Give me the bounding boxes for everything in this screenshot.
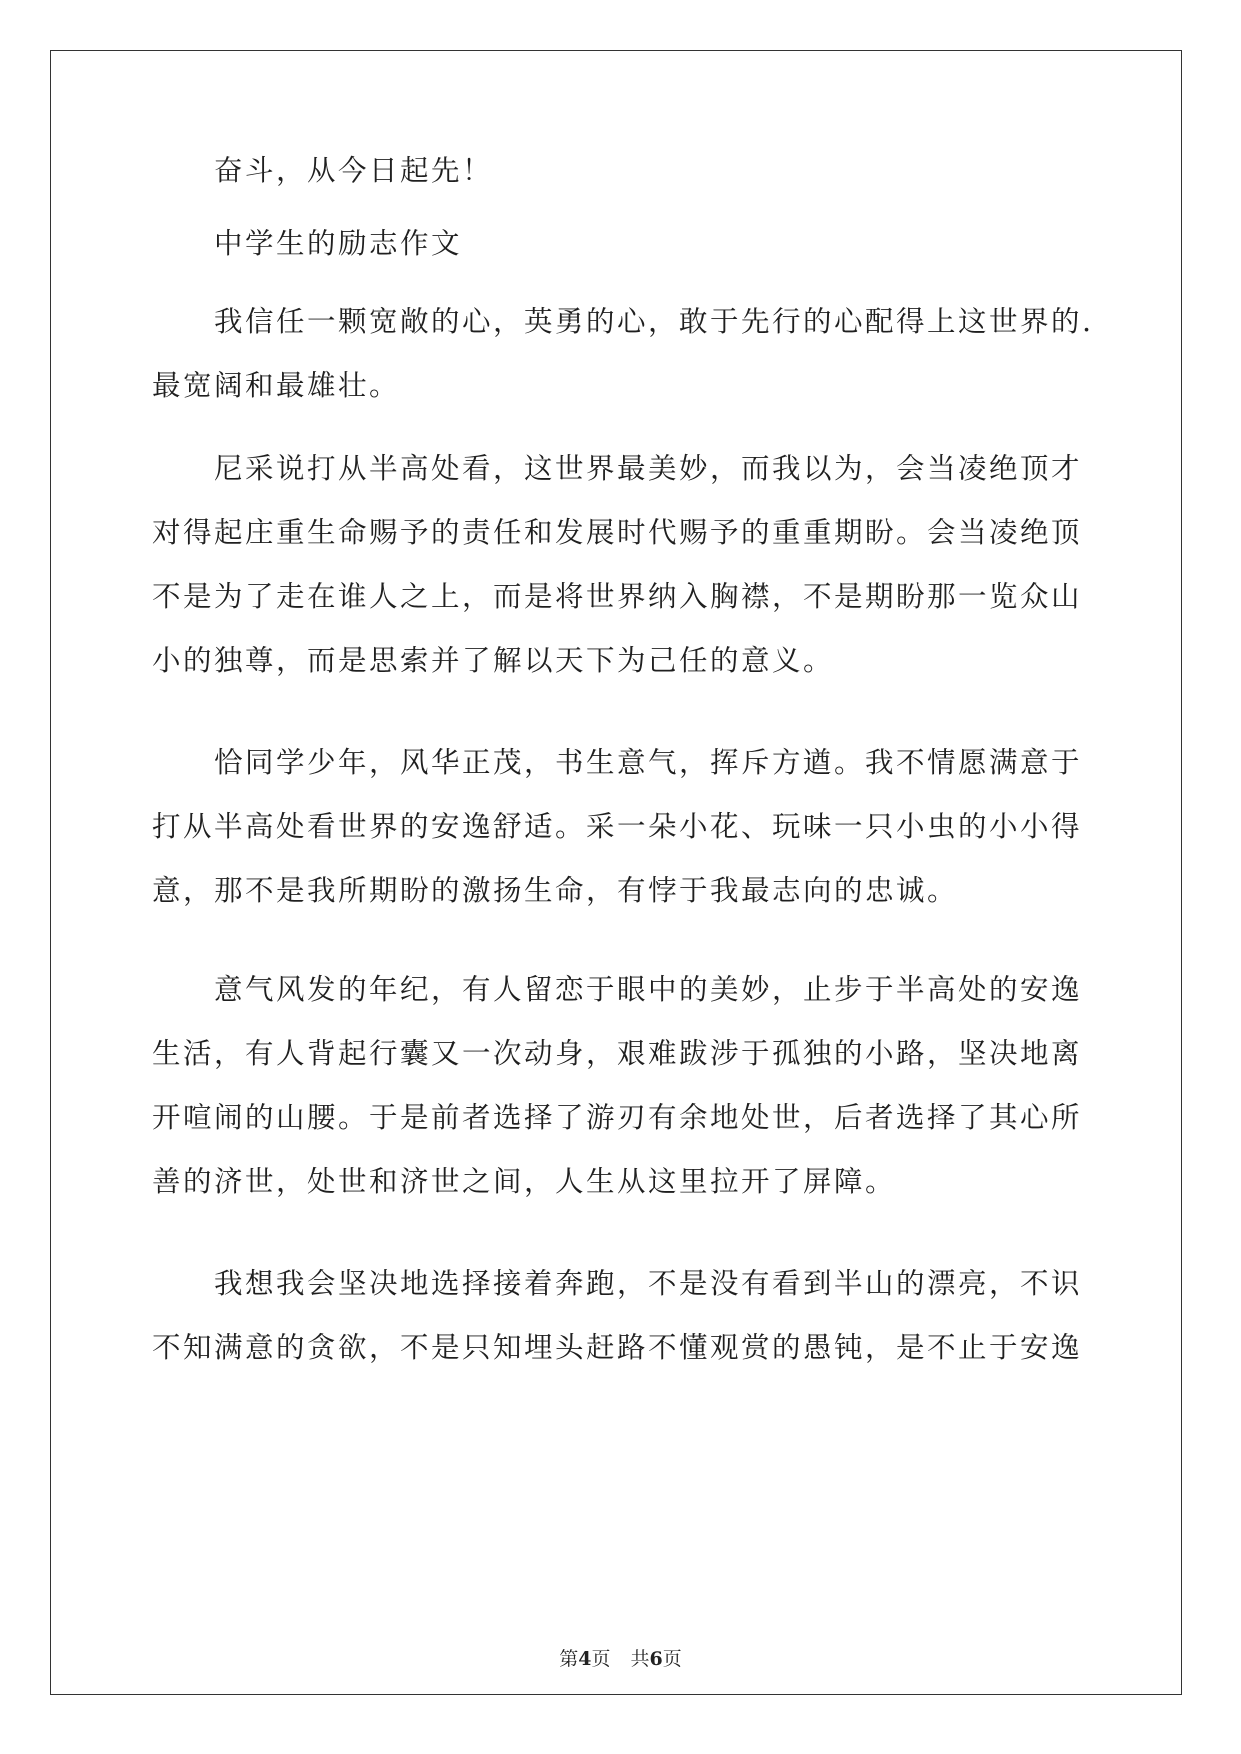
total-suffix: 页 [662, 1648, 682, 1670]
paragraph [152, 139, 1087, 203]
section-title [152, 212, 1087, 276]
text-line: 不知满意的贪欲，不是只知埋头赶路不懂观赏的愚钝，是不止于安逸 [152, 1331, 1083, 1364]
text-line: 恰同学少年，风华正茂，书生意气，挥斥方遒。我不情愿满意于 [214, 746, 1083, 779]
paragraph [152, 290, 1094, 418]
text-line: 打从半高处看世界的安逸舒适。采一朵小花、玩味一只小虫的小小得 [152, 810, 1083, 843]
text-line: 奋斗，从今日起先！ [214, 154, 494, 187]
total-prefix: 共 [630, 1648, 650, 1670]
page-number: 4 [578, 1648, 592, 1670]
text-line: 对得起庄重生命赐予的责任和发展时代赐予的重重期盼。会当凌绝顶 [152, 516, 1083, 549]
paragraph [152, 1252, 1087, 1380]
text-line: 生活，有人背起行囊又一次动身，艰难跋涉于孤独的小路，坚决地离 [152, 1037, 1083, 1070]
text-line: 尼采说打从半高处看，这世界最美妙，而我以为，会当凌绝顶才 [214, 452, 1083, 485]
paragraph [152, 437, 1087, 693]
text-line: 我想我会坚决地选择接着奔跑，不是没有看到半山的漂亮，不识 [214, 1267, 1083, 1300]
text-line: 意，那不是我所期盼的激扬生命，有悖于我最志向的忠诚。 [152, 874, 959, 907]
text-line: 最宽阔和最雄壮。 [152, 369, 401, 402]
text-line: 开喧闹的山腰。于是前者选择了游刃有余地处世，后者选择了其心所 [152, 1101, 1083, 1134]
page-prefix: 第 [559, 1648, 579, 1670]
page-footer [0, 1644, 1241, 1671]
text-line: 我信任一颗宽敞的心，英勇的心，敢于先行的心配得上这世界的. [214, 305, 1094, 338]
total-pages: 6 [649, 1648, 663, 1670]
text-line: 中学生的励志作文 [214, 227, 463, 260]
page-suffix: 页 [591, 1648, 611, 1670]
text-line: 善的济世，处世和济世之间，人生从这里拉开了屏障。 [152, 1165, 897, 1198]
paragraph [152, 958, 1087, 1214]
text-line: 不是为了走在谁人之上，而是将世界纳入胸襟，不是期盼那一览众山 [152, 580, 1083, 613]
text-line: 小的独尊，而是思索并了解以天下为己任的意义。 [152, 644, 835, 677]
paragraph [152, 731, 1087, 923]
text-line: 意气风发的年纪，有人留恋于眼中的美妙，止步于半高处的安逸 [214, 973, 1083, 1006]
